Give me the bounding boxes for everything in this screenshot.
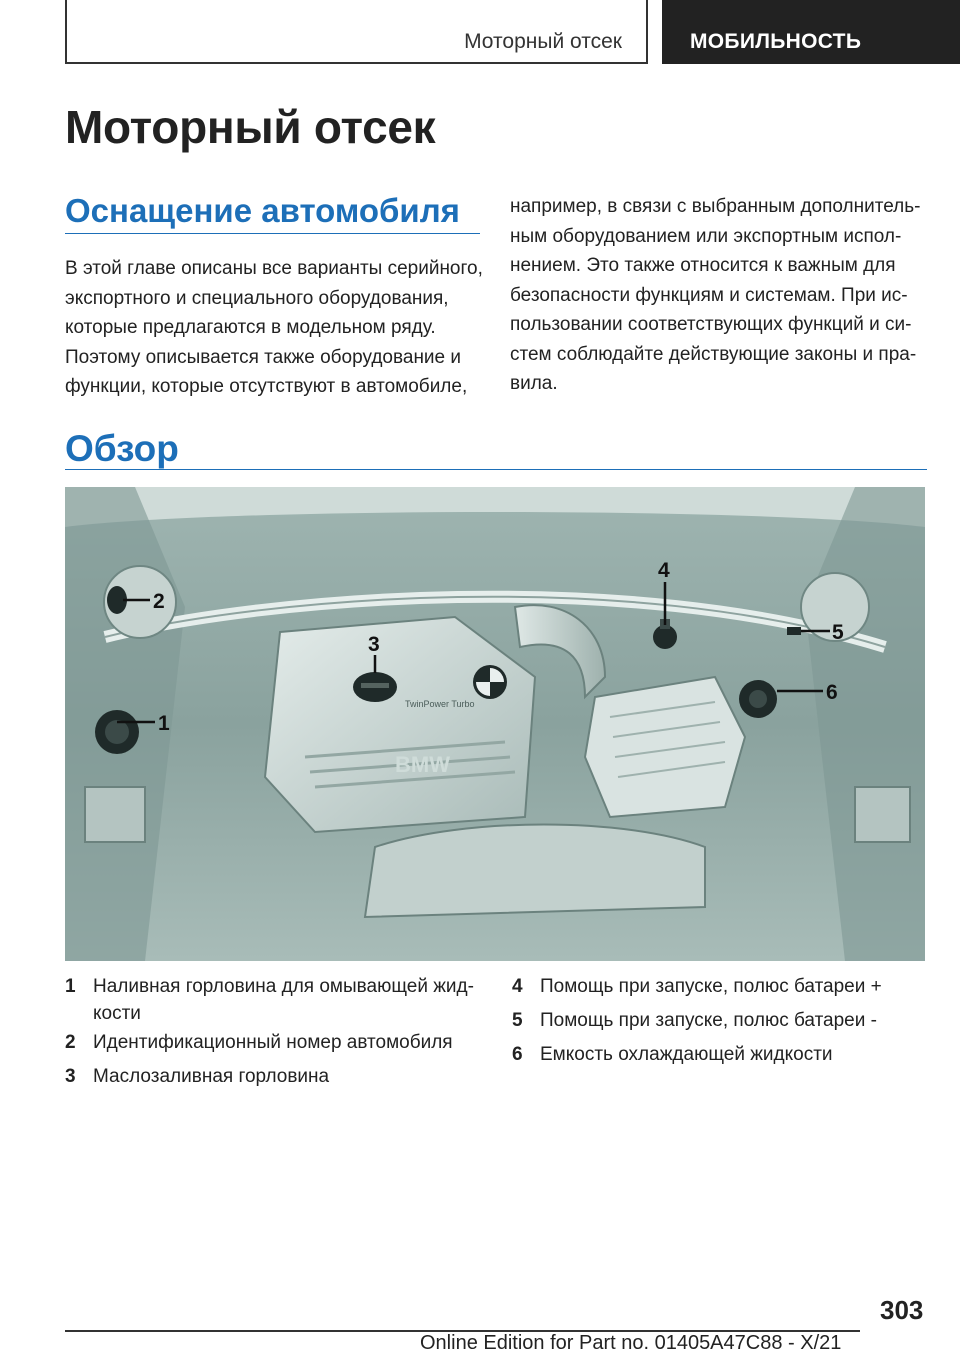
legend-text: Маслозаливная горловина — [93, 1066, 330, 1087]
header-section-label: Моторный отсек — [464, 30, 622, 53]
engine-cover — [265, 617, 535, 832]
header-chapter-tab — [662, 0, 960, 64]
callout-4: 4 — [658, 559, 670, 582]
callout-1: 1 — [158, 712, 170, 735]
legend-text: Помощь при запуске, полюс батареи - — [540, 1010, 877, 1031]
legend-text: Идентификационный номер автомобиля — [93, 1032, 453, 1053]
paragraph-col1: В этой главе описаны все варианты серийного, экспортного и специального оборудования, которые предлагаются в модельном ряду. Поэтому описывается также оборудование и функции, которые отсутствуют в автомобиле, — [65, 258, 483, 397]
callout-3: 3 — [368, 633, 380, 656]
air-box — [585, 677, 745, 817]
legend-text: Наливная горловина для омывающей жидкости — [93, 976, 474, 1024]
section-divider — [65, 233, 480, 234]
section-divider — [65, 469, 927, 470]
callout-6: 6 — [826, 681, 838, 704]
header-chapter-label: МОБИЛЬНОСТЬ — [690, 30, 862, 53]
legend-number: 6 — [512, 1044, 523, 1065]
legend-number: 4 — [512, 976, 523, 997]
section-title-equipment: Оснащение автомобиля — [65, 192, 460, 229]
battery-negative-terminal — [787, 627, 801, 635]
legend-number: 5 — [512, 1010, 523, 1031]
section-title-overview: Обзор — [65, 428, 179, 469]
legend-number: 1 — [65, 976, 76, 997]
legend-number: 3 — [65, 1066, 76, 1087]
callout-2: 2 — [153, 590, 165, 613]
footer-edition-text: Online Edition for Part no. 01405A47C88 - X/21 — [420, 1332, 842, 1354]
callout-5: 5 — [832, 621, 844, 644]
engine-brand-text: BMW — [395, 752, 450, 777]
legend-number: 2 — [65, 1032, 76, 1053]
legend-text: Емкость охлаждающей жидкости — [540, 1044, 833, 1065]
legend-text: Помощь при запуске, полюс батареи + — [540, 976, 882, 997]
engine-cover-text: TwinPower Turbo — [405, 699, 475, 709]
engine-bay-figure — [65, 487, 925, 961]
page-number: 303 — [880, 1295, 924, 1325]
paragraph-col2: например, в связи с выбранным дополнительным оборудованием или экспортным исполнением. Это также относится к важным для безопасности функциям и системам. При использовании соответствующих функций и систем соблюдайте действующие законы и правила. — [510, 196, 921, 394]
header-section-tab — [65, 0, 648, 64]
page-title: Моторный отсек — [65, 101, 436, 153]
